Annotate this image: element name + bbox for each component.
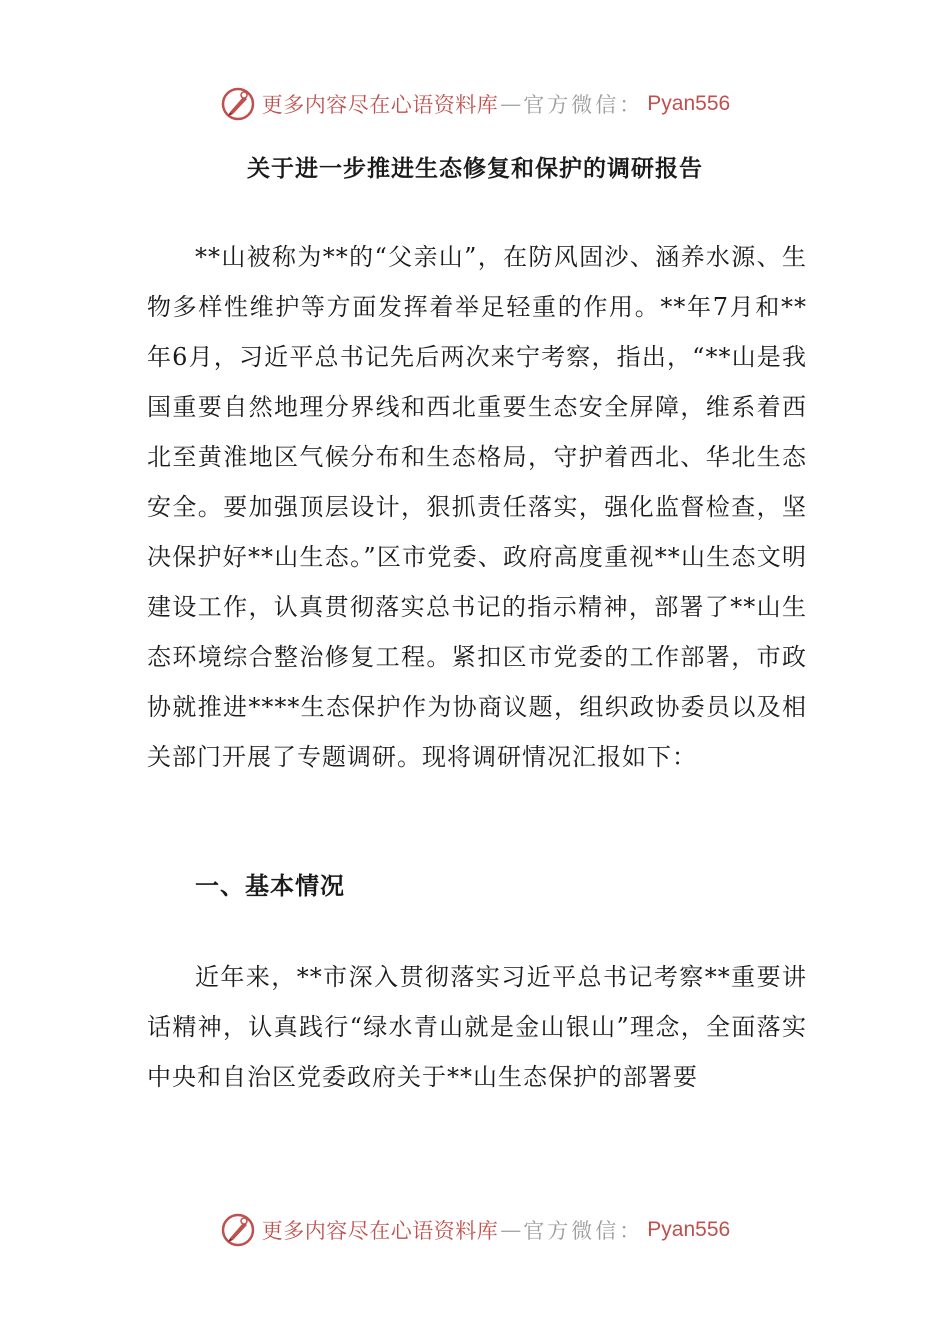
document-title: 关于进一步推进生态修复和保护的调研报告 bbox=[247, 156, 703, 182]
banner-wechat-id: Pyan556 bbox=[647, 92, 731, 115]
header-banner bbox=[0, 84, 950, 124]
paragraph-intro: **山被称为**的“父亲山”，在防风固沙、涵养水源、生物多样性维护等方面发挥着举足轻重的作用。**年7月和**年6月，习近平总书记先后两次来宁考察，指出，“**山是我国重要自然地理分界线和西北重要生态安全屏障，维系着西北至黄淮地区气候分布和生态格局，守护着西北、华北生态安全。要加强顶层设计，狠抓责任落实，强化监督检查，坚决保护好**山生态。”区市党委、政府高度重视**山生态文明建设工作，认真贯彻落实总书记的指示精神，部署了**山生态环境综合整治修复工程。紧扣区市党委的工作部署，市政协就推进****生态保护作为协商议题，组织政协委员以及相关部门开展了专题调研。现将调研情况汇报如下： bbox=[147, 243, 807, 771]
section-heading-basic-situation: 一、基本情况 bbox=[195, 872, 345, 900]
banner-text: 更多内容尽在心语资料库 bbox=[261, 93, 499, 117]
banner-wechat-label: 官方微信： bbox=[523, 1219, 644, 1243]
paragraph-basic-situation: 近年来，**市深入贯彻落实习近平总书记考察**重要讲话精神，认真践行“绿水青山就是金山银山”理念，全面落实中央和自治区党委政府关于**山生态保护的部署要 bbox=[147, 963, 807, 1091]
banner-separator: — bbox=[500, 1218, 522, 1242]
banner-wechat-label: 官方微信： bbox=[523, 93, 644, 117]
banner-separator: — bbox=[500, 92, 522, 116]
pen-logo-icon bbox=[220, 1212, 256, 1248]
banner-text: 更多内容尽在心语资料库 bbox=[261, 1219, 499, 1243]
banner-wechat-id: Pyan556 bbox=[647, 1218, 731, 1241]
pen-logo-icon bbox=[220, 86, 256, 122]
footer-banner bbox=[0, 1210, 950, 1250]
